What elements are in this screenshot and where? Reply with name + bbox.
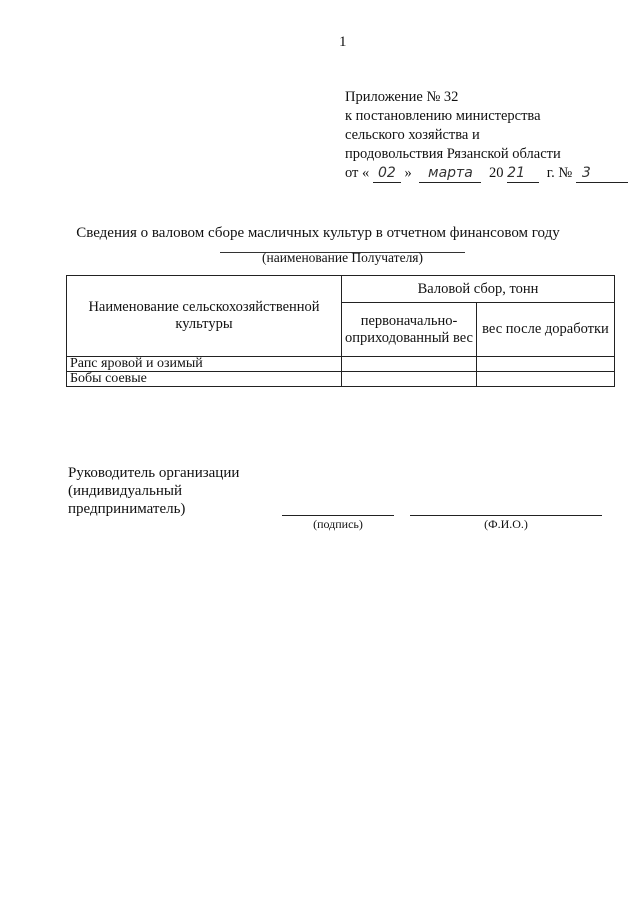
signer-block (68, 464, 239, 518)
appendix-line-4: продовольствия Рязанской области (345, 146, 561, 162)
fio-blank-line (410, 515, 602, 516)
appendix-date-line (345, 164, 628, 183)
row-weight-after (476, 372, 614, 387)
signer-line-2: (индивидуальный (68, 483, 183, 499)
signature-blank-line (282, 515, 394, 516)
signature-label: (подпись) (313, 517, 363, 531)
appendix-line-3: сельского хозяйства и (345, 127, 480, 143)
row-initial-weight (342, 372, 477, 387)
year-suffix: 21 (507, 165, 539, 183)
header-weight-after: вес после доработки (476, 303, 614, 357)
appendix-header (345, 88, 628, 183)
date-month: марта (419, 165, 481, 183)
appendix-title: Приложение № 32 (345, 89, 459, 105)
table-header-row (67, 276, 615, 303)
harvest-table (66, 275, 615, 387)
fio-label: (Ф.И.О.) (484, 517, 528, 531)
year-prefix: 20 (489, 165, 504, 181)
table-row (67, 372, 615, 387)
document-title: Сведения о валовом сборе масличных культур в отчетном финансовом году (76, 225, 560, 241)
row-weight-after (476, 357, 614, 372)
row-crop-name: Бобы соевые (67, 372, 342, 387)
header-gross-harvest: Валовой сбор, тонн (342, 276, 615, 303)
table-row (67, 357, 615, 372)
signer-line-3: предприниматель) (68, 501, 186, 517)
row-crop-name: Рапс яровой и озимый (67, 357, 342, 372)
header-crop-name: Наименование сельскохозяйственной культуры (67, 276, 342, 357)
date-prefix: от « (345, 165, 370, 181)
header-initial-weight: первоначально-оприходованный вес (342, 303, 477, 357)
recipient-label: (наименование Получателя) (261, 250, 424, 265)
appendix-line-2: к постановлению министерства (345, 108, 541, 124)
page-number: 1 (339, 34, 347, 50)
document-number: 3 (576, 165, 628, 183)
signer-line-1: Руководитель организации (68, 465, 240, 481)
date-day: 02 (373, 165, 401, 183)
date-quote-close: » (404, 165, 412, 181)
row-initial-weight (342, 357, 477, 372)
year-unit: г. № (546, 165, 573, 181)
